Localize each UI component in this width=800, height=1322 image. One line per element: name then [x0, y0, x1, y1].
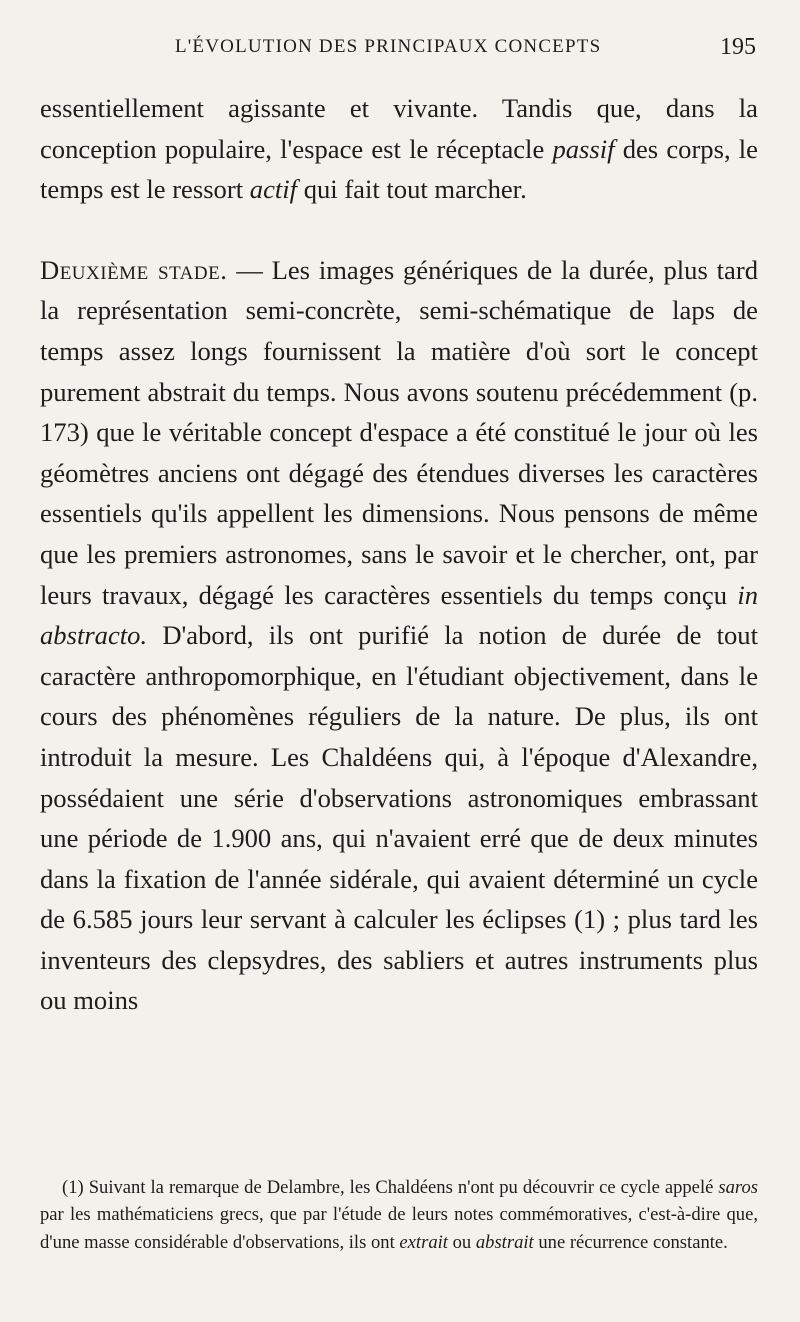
paragraph-2-text-1: — Les images génériques de la durée, plus tard la représentation semi-concrète, semi-schématique de laps de temps assez longs fournissent la matière d'où sort le concept purement abstrait du temps. Nous avons soutenu précédemment (p. 173) que le véritable concept d'espace a été constitué le jour où les géomètres anciens ont dégagé des étendues diverses les caractères essentiels qu'ils appellent les dimensions. Nous pensons de même que les premiers astronomes, sans le savoir et le chercher, ont, par leurs travaux, dégagé les caractères essentiels du temps conçu [40, 254, 758, 610]
paragraph-1-text-3: qui fait tout marcher. [297, 174, 527, 205]
paragraph-1-text-1: essentiellement agissante et vivante. Tandis que, dans la conception populaire, l'espace est le réceptacle [40, 93, 758, 164]
footnote-text-3: ou [447, 1231, 476, 1253]
body-text [40, 88, 758, 1021]
running-head [40, 36, 760, 62]
footnote [40, 1174, 758, 1256]
paragraph-2 [40, 250, 758, 1021]
footnote-text-4: une récurrence constante. [533, 1231, 728, 1253]
footnote-italic-saros: saros [718, 1177, 758, 1198]
paragraph-2-text-2: D'abord, ils ont purifié la notion de durée de tout caractère anthropomorphique, en l'étudiant objectivement, dans le cours des phénomènes réguliers de la nature. De plus, ils ont introduit la mesure. Les Chaldéens qui, à l'époque d'Alexandre, possédaient une série d'observations astronomiques embrassant une période de 1.900 ans, qui n'avaient erré que de deux minutes dans la fixation de l'année sidérale, qui avaient déterminé un cycle de 6.585 jours leur servant à calculer les éclipses (1) ; plus tard les inventeurs des clepsydres, des sabliers et autres instruments plus ou moins [40, 620, 758, 1016]
running-title: L'ÉVOLUTION DES PRINCIPAUX CONCEPTS [175, 36, 602, 57]
footnote-text-2: par les mathématiciens grecs, que par l'étude de leurs notes commémoratives, c'est-à-dire que, d'une masse considérable d'observations, ils ont [40, 1204, 758, 1253]
footnote-text-1: (1) Suivant la remarque de Delambre, les Chaldéens n'ont pu découvrir ce cycle appelé [62, 1177, 719, 1198]
paragraph-1-text-2: des corps, le temps est le ressort [40, 133, 758, 205]
footnote-italic-abstrait: abstrait [475, 1231, 534, 1253]
footnote-italic-extrait: extrait [399, 1231, 448, 1253]
paragraph-1-italic-actif: actif [249, 174, 298, 205]
paragraph-2-italic-in-abstracto: in abstracto. [40, 579, 758, 651]
paragraph-1 [40, 88, 758, 210]
footnote-1 [40, 1174, 758, 1256]
page-number: 195 [720, 34, 756, 60]
stage-label: Deuxième stade. [40, 254, 228, 285]
paragraph-1-italic-passif: passif [552, 133, 615, 164]
